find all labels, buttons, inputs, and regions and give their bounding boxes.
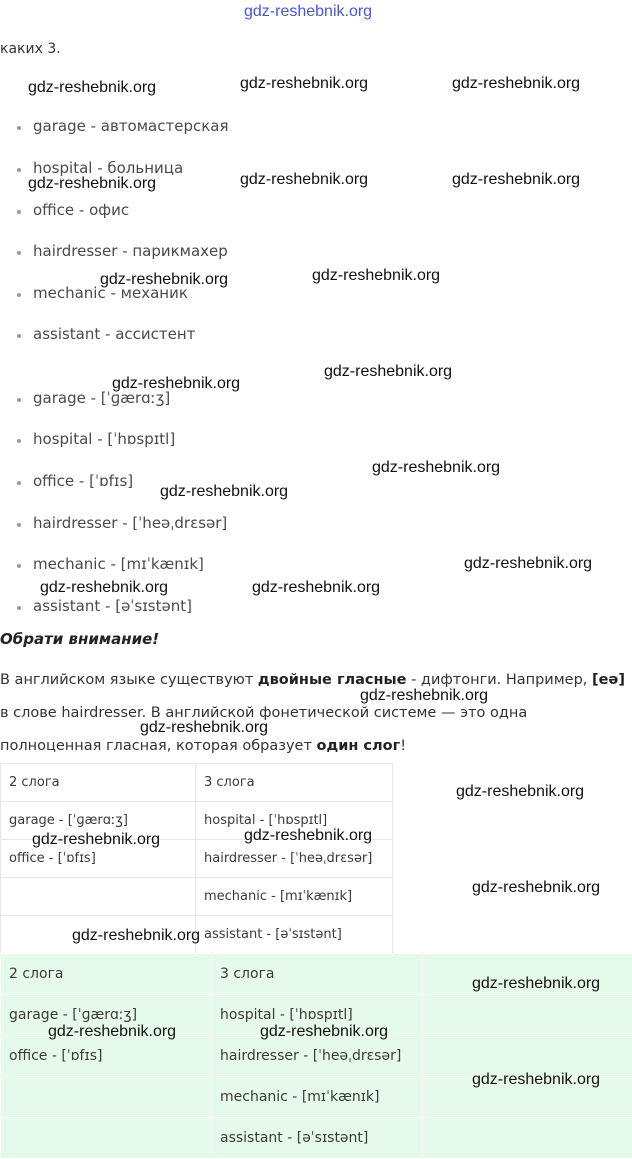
watermark: gdz-reshebnik.org (360, 687, 488, 705)
watermark: gdz-reshebnik.org (452, 75, 580, 93)
watermark: gdz-reshebnik.org (472, 975, 600, 993)
top-watermark: gdz-reshebnik.org (244, 3, 372, 21)
note-title: Обрати внимание! (0, 630, 159, 648)
list-item: hairdresser - [ˈheəˌdrɛsər] (33, 514, 227, 532)
watermark: gdz-reshebnik.org (312, 267, 440, 285)
table-cell: assistant - [əˈsɪstənt] (212, 1118, 423, 1159)
intro-line: каких 3. (0, 41, 61, 57)
watermark: gdz-reshebnik.org (160, 483, 288, 501)
watermark: gdz-reshebnik.org (28, 79, 156, 97)
table-cell: garage - [ˈɡærɑːʒ] (1, 802, 196, 840)
table-cell (423, 995, 632, 1036)
table-cell (423, 1118, 632, 1159)
table-header: 3 слога (212, 954, 423, 995)
table-cell: garage - [ˈɡærɑːʒ] (1, 995, 212, 1036)
table-cell: hairdresser - [ˈheəˌdrɛsər] (212, 1036, 423, 1077)
list-item: hairdresser - парикмахер (33, 242, 228, 260)
table-cell: assistant - [əˈsɪstənt] (196, 916, 393, 954)
table-header: 2 слога (1, 764, 196, 802)
watermark: gdz-reshebnik.org (240, 171, 368, 189)
watermark: gdz-reshebnik.org (472, 1071, 600, 1089)
list-item: office - офис (33, 201, 129, 219)
watermark: gdz-reshebnik.org (456, 783, 584, 801)
watermark: gdz-reshebnik.org (324, 363, 452, 381)
table-header: 3 слога (196, 764, 393, 802)
watermark: gdz-reshebnik.org (464, 555, 592, 573)
watermark: gdz-reshebnik.org (32, 831, 160, 849)
table-cell: hospital - [ˈhɒspɪtl] (212, 995, 423, 1036)
table-cell: mechanic - [mɪˈkænɪk] (196, 878, 393, 916)
list-item: garage - [ˈɡærɑːʒ] (33, 389, 170, 407)
watermark: gdz-reshebnik.org (48, 1023, 176, 1041)
watermark: gdz-reshebnik.org (244, 827, 372, 845)
table-header: 2 слога (1, 954, 212, 995)
watermark: gdz-reshebnik.org (140, 719, 268, 737)
watermark: gdz-reshebnik.org (40, 579, 168, 597)
watermark: gdz-reshebnik.org (28, 175, 156, 193)
table-cell (1, 1077, 212, 1118)
table-cell: office - [ˈɒfɪs] (1, 1036, 212, 1077)
table-cell (1, 878, 196, 916)
list-item: assistant - ассистент (33, 325, 195, 343)
table-row (1, 764, 393, 802)
table-cell: mechanic - [mɪˈkænɪk] (212, 1077, 423, 1118)
list-item: office - [ˈɒfɪs] (33, 472, 133, 490)
watermark: gdz-reshebnik.org (452, 171, 580, 189)
watermark: gdz-reshebnik.org (472, 879, 600, 897)
watermark: gdz-reshebnik.org (72, 927, 200, 945)
list-item: garage - автомастерская (33, 117, 228, 135)
watermark: gdz-reshebnik.org (100, 271, 228, 289)
list-item: assistant - [əˈsɪstənt] (33, 597, 192, 615)
table-row (1, 878, 393, 916)
watermark: gdz-reshebnik.org (252, 579, 380, 597)
table-row (1, 1118, 632, 1159)
explanation-paragraph: В английском языке существуют двойные гласные - дифтонги. Например, [eə] в слове hairdresser. В английской фонетической системе — это одна полноценная гласная, которая образует один слог! (0, 664, 628, 763)
watermark: gdz-reshebnik.org (372, 459, 500, 477)
watermark: gdz-reshebnik.org (112, 375, 240, 393)
list-item: hospital - [ˈhɒspɪtl] (33, 430, 175, 448)
table-cell: hospital - [ˈhɒspɪtl] (196, 802, 393, 840)
list-item: mechanic - механик (33, 284, 188, 302)
table-cell (1, 1118, 212, 1159)
table-cell: office - [ˈɒfɪs] (1, 840, 196, 878)
watermark: gdz-reshebnik.org (260, 1023, 388, 1041)
list-item: hospital - больница (33, 159, 183, 177)
table-cell: hairdresser - [ˈheəˌdrɛsər] (196, 840, 393, 878)
syllables-table (0, 763, 393, 954)
watermark: gdz-reshebnik.org (240, 75, 368, 93)
list-item: mechanic - [mɪˈkænɪk] (33, 555, 204, 573)
